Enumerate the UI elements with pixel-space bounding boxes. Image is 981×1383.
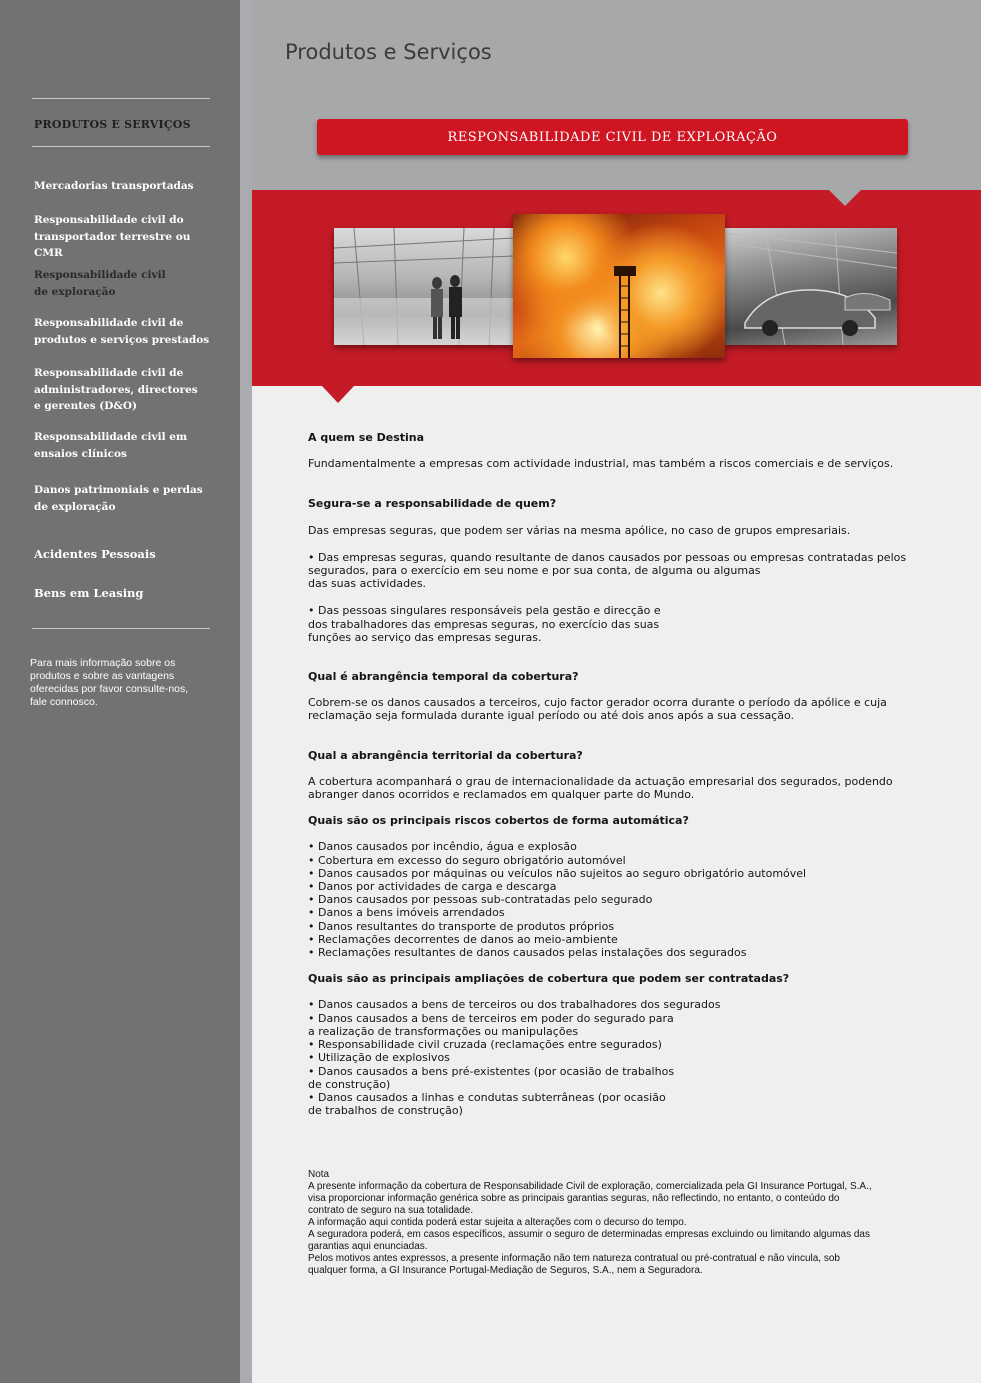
section-heading: Qual é abrangência temporal da cobertura? — [308, 670, 579, 684]
divider — [32, 628, 210, 629]
header — [252, 0, 981, 190]
factory-workers-photo — [334, 228, 514, 345]
sidebar-item-rc-administradores[interactable]: Responsabilidade civil de administradores, directores e gerentes (D&O) — [34, 367, 198, 412]
sidebar-title: PRODUTOS E SERVIÇOS — [34, 118, 191, 131]
sidebar-item-acidentes-pessoais[interactable]: Acidentes Pessoais — [34, 547, 156, 561]
sidebar-item-danos-patrimoniais[interactable]: Danos patrimoniais e perdas de exploração — [34, 484, 203, 513]
section-heading: Quais são os principais riscos cobertos de forma automática? — [308, 814, 689, 828]
fire-photo — [513, 214, 725, 358]
section-list: • Danos causados a bens de terceiros ou dos trabalhadores dos segurados • Danos causados a bens de terceiros em poder do segurado para a realização de transformações ou manipulações • Responsabilidade civil cruzada (reclamações entre segurados) • Utilização de explosivos • Danos causados a bens pré-existentes (por ocasião de trabalhos de construção) • Danos causados a linhas e condutas subterrâneas (por ocasião de trabalhos de construção) — [308, 998, 721, 1118]
page-title: Produtos e Serviços — [285, 40, 492, 64]
section-text: Cobrem-se os danos causados a terceiros, cujo factor gerador ocorra durante o período da apólice e cuja reclamação seja formulada durante igual período ou até dois anos após a sua cessação. — [308, 696, 887, 723]
sidebar-item-rc-ensaios-clinicos[interactable]: Responsabilidade civil em ensaios clínicos — [34, 431, 188, 460]
factory-workers-illustration — [334, 228, 514, 345]
section-text: • Das empresas seguras, quando resultante de danos causados por pessoas ou empresas contratadas pelos segurados, para o exercício em seu nome e por sua conta, de alguma ou algumas das suas actividades. — [308, 550, 907, 591]
sidebar-item-rc-transportador[interactable]: Responsabilidade civil do transportador terrestre ou CMR — [34, 214, 191, 259]
legal-note: Nota A presente informação da cobertura de Responsabilidade Civil de exploração, comercializada pela GI Insurance Portugal, S.A., visa proporcionar informação genérica sobre as principais garantias seguras, não reflectindo, no entanto, o conteúdo do contrato de seguro na sua totalidade. A informação aqui contida poderá estar sujeita a alterações com o decurso do tempo. A seguradora poderá, em casos específicos, assumir o seguro de determinadas empresas excluindo ou limitando algumas das garantias aqui enunciadas. Pelos motivos antes expressos, a presente informação não tem natureza contratual ou pré-contratual e não vincula, sob qualquer forma, a GI Insurance Portugal-Mediação de Seguros, S.A., nem a Seguradora. — [308, 1169, 872, 1277]
section-heading: Quais são as principais ampliações de cobertura que podem ser contratadas? — [308, 972, 790, 986]
section-heading: A quem se Destina — [308, 431, 425, 444]
product-title-button[interactable]: RESPONSABILIDADE CIVIL DE EXPLORAÇÃO — [317, 119, 908, 155]
section-heading: Qual a abrangência territorial da cobertura? — [308, 748, 583, 762]
sidebar-item-rc-exploracao[interactable]: Responsabilidade civil de exploração — [34, 269, 166, 298]
sidebar-contact-note: Para mais informação sobre os produtos e sobre as vantagens oferecidas por favor consulte-nos, fale connosco. — [30, 657, 189, 708]
section-text: Das empresas seguras, que podem ser várias na mesma apólice, no caso de grupos empresariais. — [308, 523, 851, 537]
divider — [32, 98, 210, 99]
section-list: • Danos causados por incêndio, água e explosão • Cobertura em excesso do seguro obrigatório automóvel • Danos causados por máquinas ou veículos não sujeitos ao seguro obrigatório automóvel • Danos por actividades de carga e descarga • Danos causados por pessoas sub-contratadas pelo segurado • Danos a bens imóveis arrendados • Danos resultantes do transporte de produtos próprios • Reclamações decorrentes de danos ao meio-ambiente • Reclamações resultantes de danos causados pelas instalações dos segurados — [308, 840, 807, 960]
sidebar-item-bens-leasing[interactable]: Bens em Leasing — [34, 586, 144, 600]
sidebar-item-mercadorias-transportadas[interactable]: Mercadorias transportadas — [34, 180, 194, 192]
section-text: A cobertura acompanhará o grau de internacionalidade da actuação empresarial dos segurados, podendo abranger danos ocorridos e reclamados em qualquer parte do Mundo. — [308, 774, 893, 802]
section-heading: Segura-se a responsabilidade de quem? — [308, 497, 557, 511]
fire-ladder-illustration — [513, 214, 725, 358]
notch-arrow — [322, 386, 354, 403]
divider — [32, 146, 210, 147]
section-text: • Das pessoas singulares responsáveis pela gestão e direcção e dos trabalhadores das empresas seguras, no exercício das suas funções ao serviço das empresas seguras. — [308, 604, 661, 644]
sidebar-item-rc-produtos-servicos[interactable]: Responsabilidade civil de produtos e serviços prestados — [34, 317, 210, 346]
notch-arrow — [829, 190, 861, 206]
car-factory-photo — [725, 228, 897, 345]
sidebar-edge — [240, 0, 252, 1383]
main-content — [308, 431, 923, 1277]
car-assembly-illustration — [725, 228, 897, 345]
section-text: Fundamentalmente a empresas com actividade industrial, mas também a riscos comerciais e de serviços. — [308, 457, 894, 471]
